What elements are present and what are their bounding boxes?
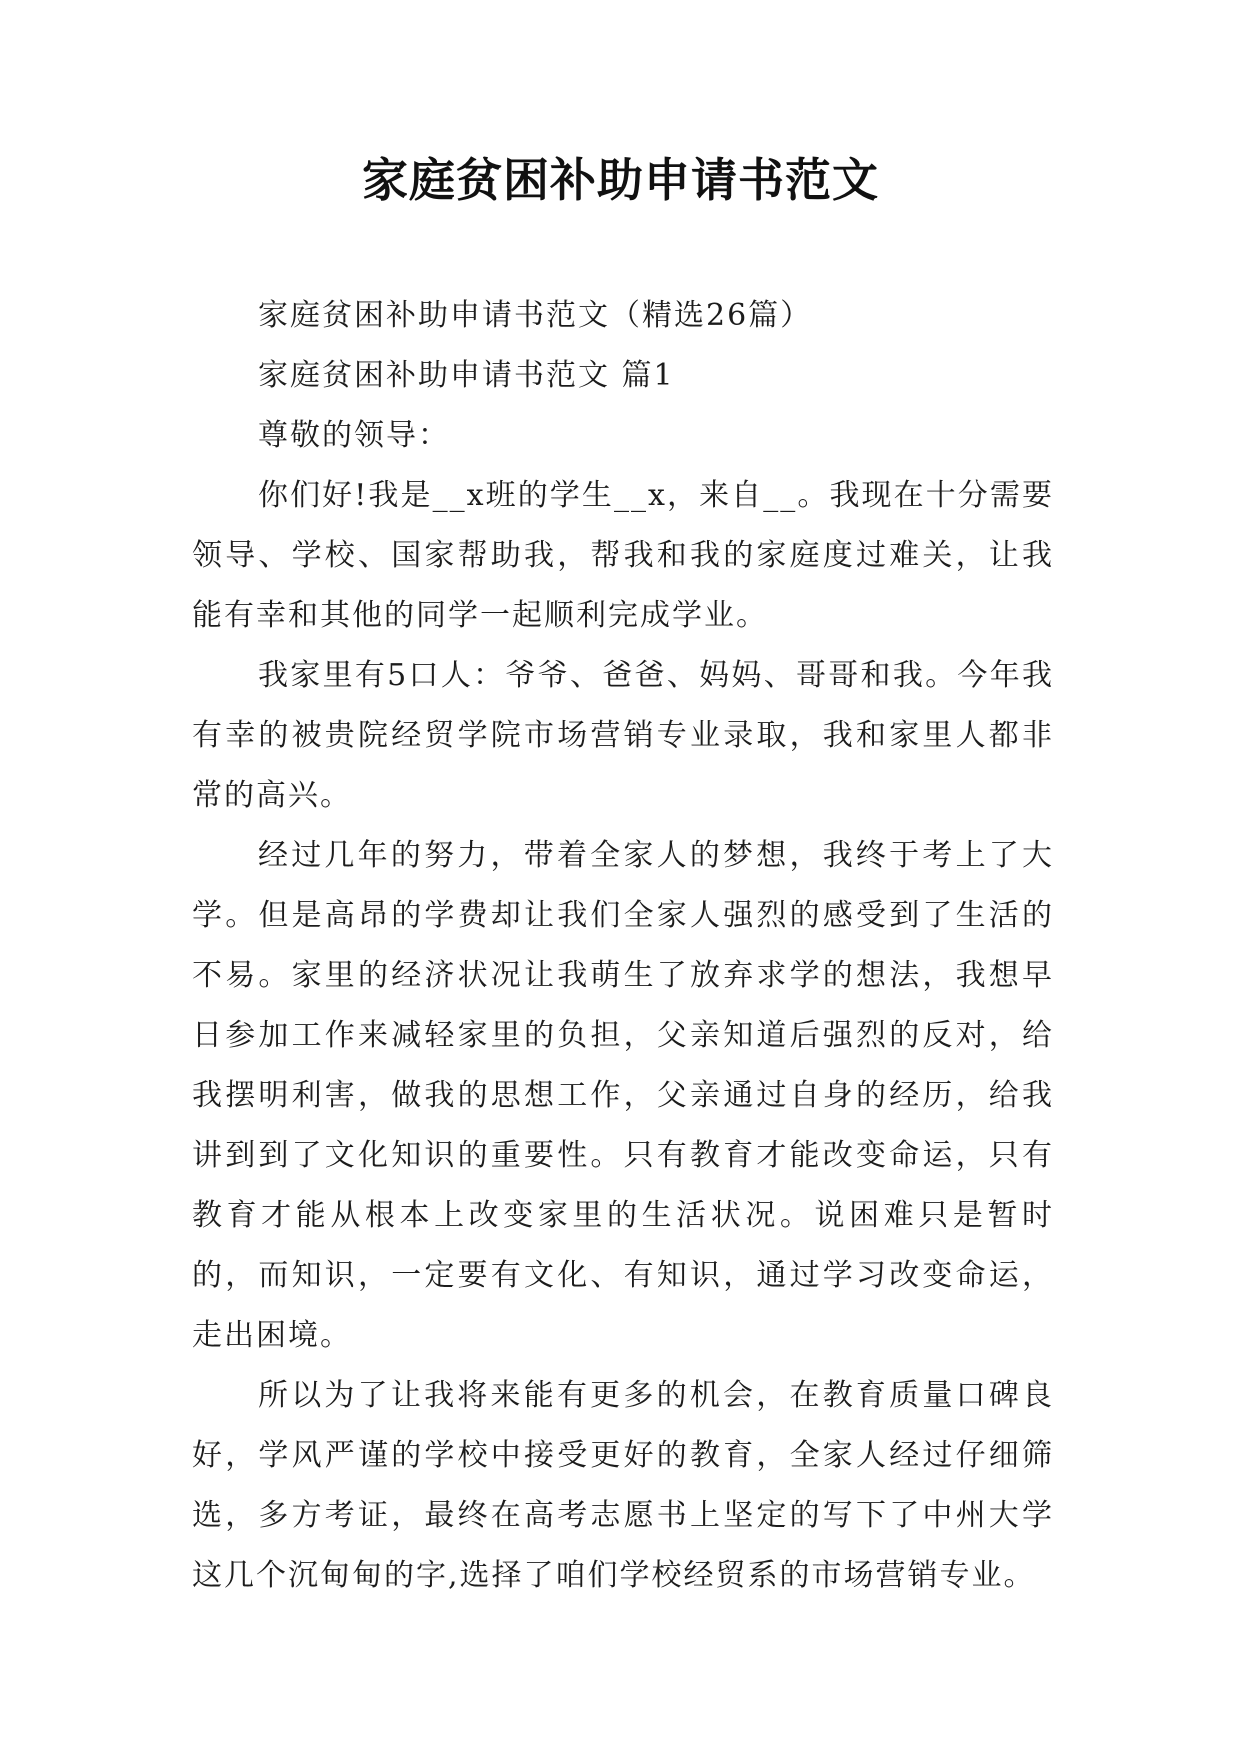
paragraph-section-heading: 家庭贫困补助申请书范文 篇1 (258, 358, 675, 393)
document-body (192, 286, 1054, 1606)
paragraph-body: 经过几年的努力，带着全家人的梦想，我终于考上了大学。但是高昂的学费却让我们全家人强烈的感受到了生活的不易。家里的经济状况让我萌生了放弃求学的想法，我想早日参加工作来减轻家里的负担，父亲知道后强烈的反对，给我摆明利害，做我的思想工作，父亲通过自身的经历，给我讲到到了文化知识的重要性。只有教育才能改变命运，只有教育才能从根本上改变家里的生活状况。说困难只是暂时的，而知识，一定要有文化、有知识，通过学习改变命运，走出困境。 (192, 838, 1054, 1353)
paragraph-subtitle: 家庭贫困补助申请书范文（精选26篇） (258, 298, 813, 333)
paragraph-salutation: 尊敬的领导： (258, 418, 450, 453)
paragraph-body: 所以为了让我将来能有更多的机会，在教育质量口碑良好，学风严谨的学校中接受更好的教育，全家人经过仔细筛选，多方考证，最终在高考志愿书上坚定的写下了中州大学这几个沉甸甸的字,选择了咱们学校经贸系的市场营销专业。 (192, 1378, 1054, 1593)
paragraph-body: 你们好!我是__x班的学生__x，来自__。我现在十分需要领导、学校、国家帮助我，帮我和我的家庭度过难关，让我能有幸和其他的同学一起顺利完成学业。 (192, 478, 1054, 633)
paragraph-body: 我家里有5口人：爷爷、爸爸、妈妈、哥哥和我。今年我有幸的被贵院经贸学院市场营销专业录取，我和家里人都非常的高兴。 (192, 658, 1054, 813)
document-title: 家庭贫困补助申请书范文 (362, 153, 879, 207)
